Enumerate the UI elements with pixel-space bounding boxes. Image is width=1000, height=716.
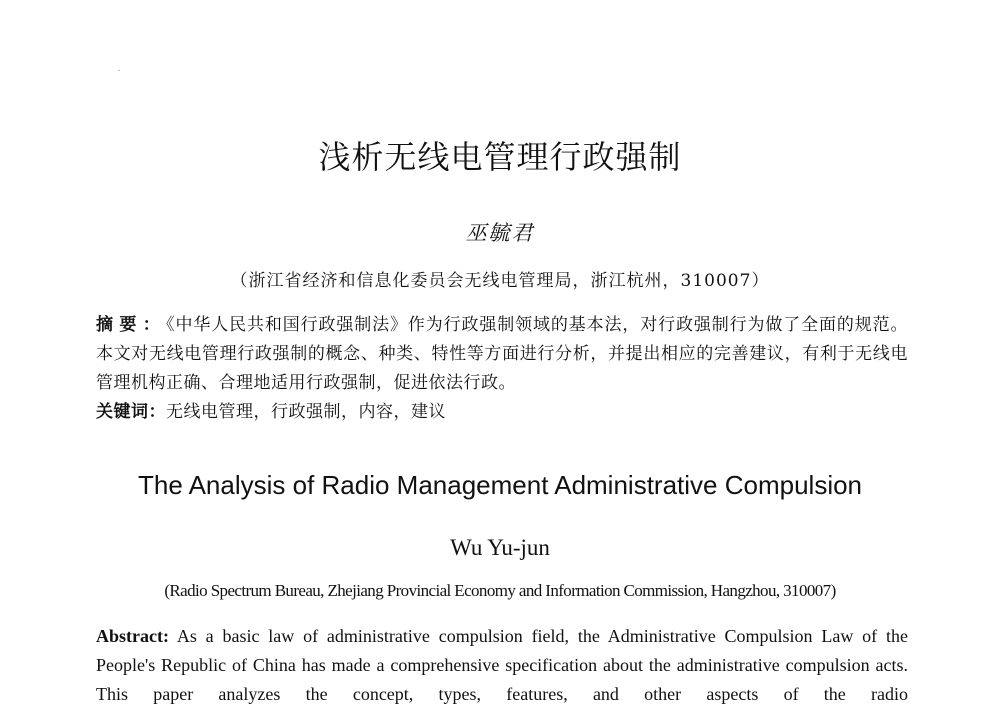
chinese-keywords [96,398,908,427]
english-abstract [96,622,908,709]
chinese-affiliation: （浙江省经济和信息化委员会无线电管理局，浙江杭州，310007） [230,271,770,291]
english-affiliation: (Radio Spectrum Bureau, Zhejiang Provincial Economy and Information Commission, Hangzhou, 310007) [164,581,836,600]
english-abstract-label: Abstract: [96,626,169,646]
chinese-abstract-text: 《中华人民共和国行政强制法》作为行政强制领域的基本法，对行政强制行为做了全面的规范。本文对无线电管理行政强制的概念、种类、特性等方面进行分析，并提出相应的完善建议，有利于无线电管理机构正确、合理地适用行政强制，促进依法行政。 [96,315,908,393]
english-abstract-text: As a basic law of administrative compulsion field, the Administrative Compulsion Law of the People's Republic of China has made a comprehensive specification about the administrative compulsion acts. This paper analyzes the concept, types, features, and other aspects of the radio [96,626,908,704]
chinese-abstract-label: 摘要： [96,315,167,335]
chinese-author: 巫毓君 [465,221,535,245]
chinese-keywords-text: 无线电管理，行政强制，内容，建议 [166,402,446,422]
scan-speck [118,70,120,71]
english-title: The Analysis of Radio Management Administrative Compulsion [137,470,863,500]
chinese-title: 浅析无线电管理行政强制 [318,138,682,176]
chinese-abstract [96,311,908,398]
english-author: Wu Yu-jun [450,535,550,560]
chinese-keywords-label: 关键词： [96,402,166,422]
